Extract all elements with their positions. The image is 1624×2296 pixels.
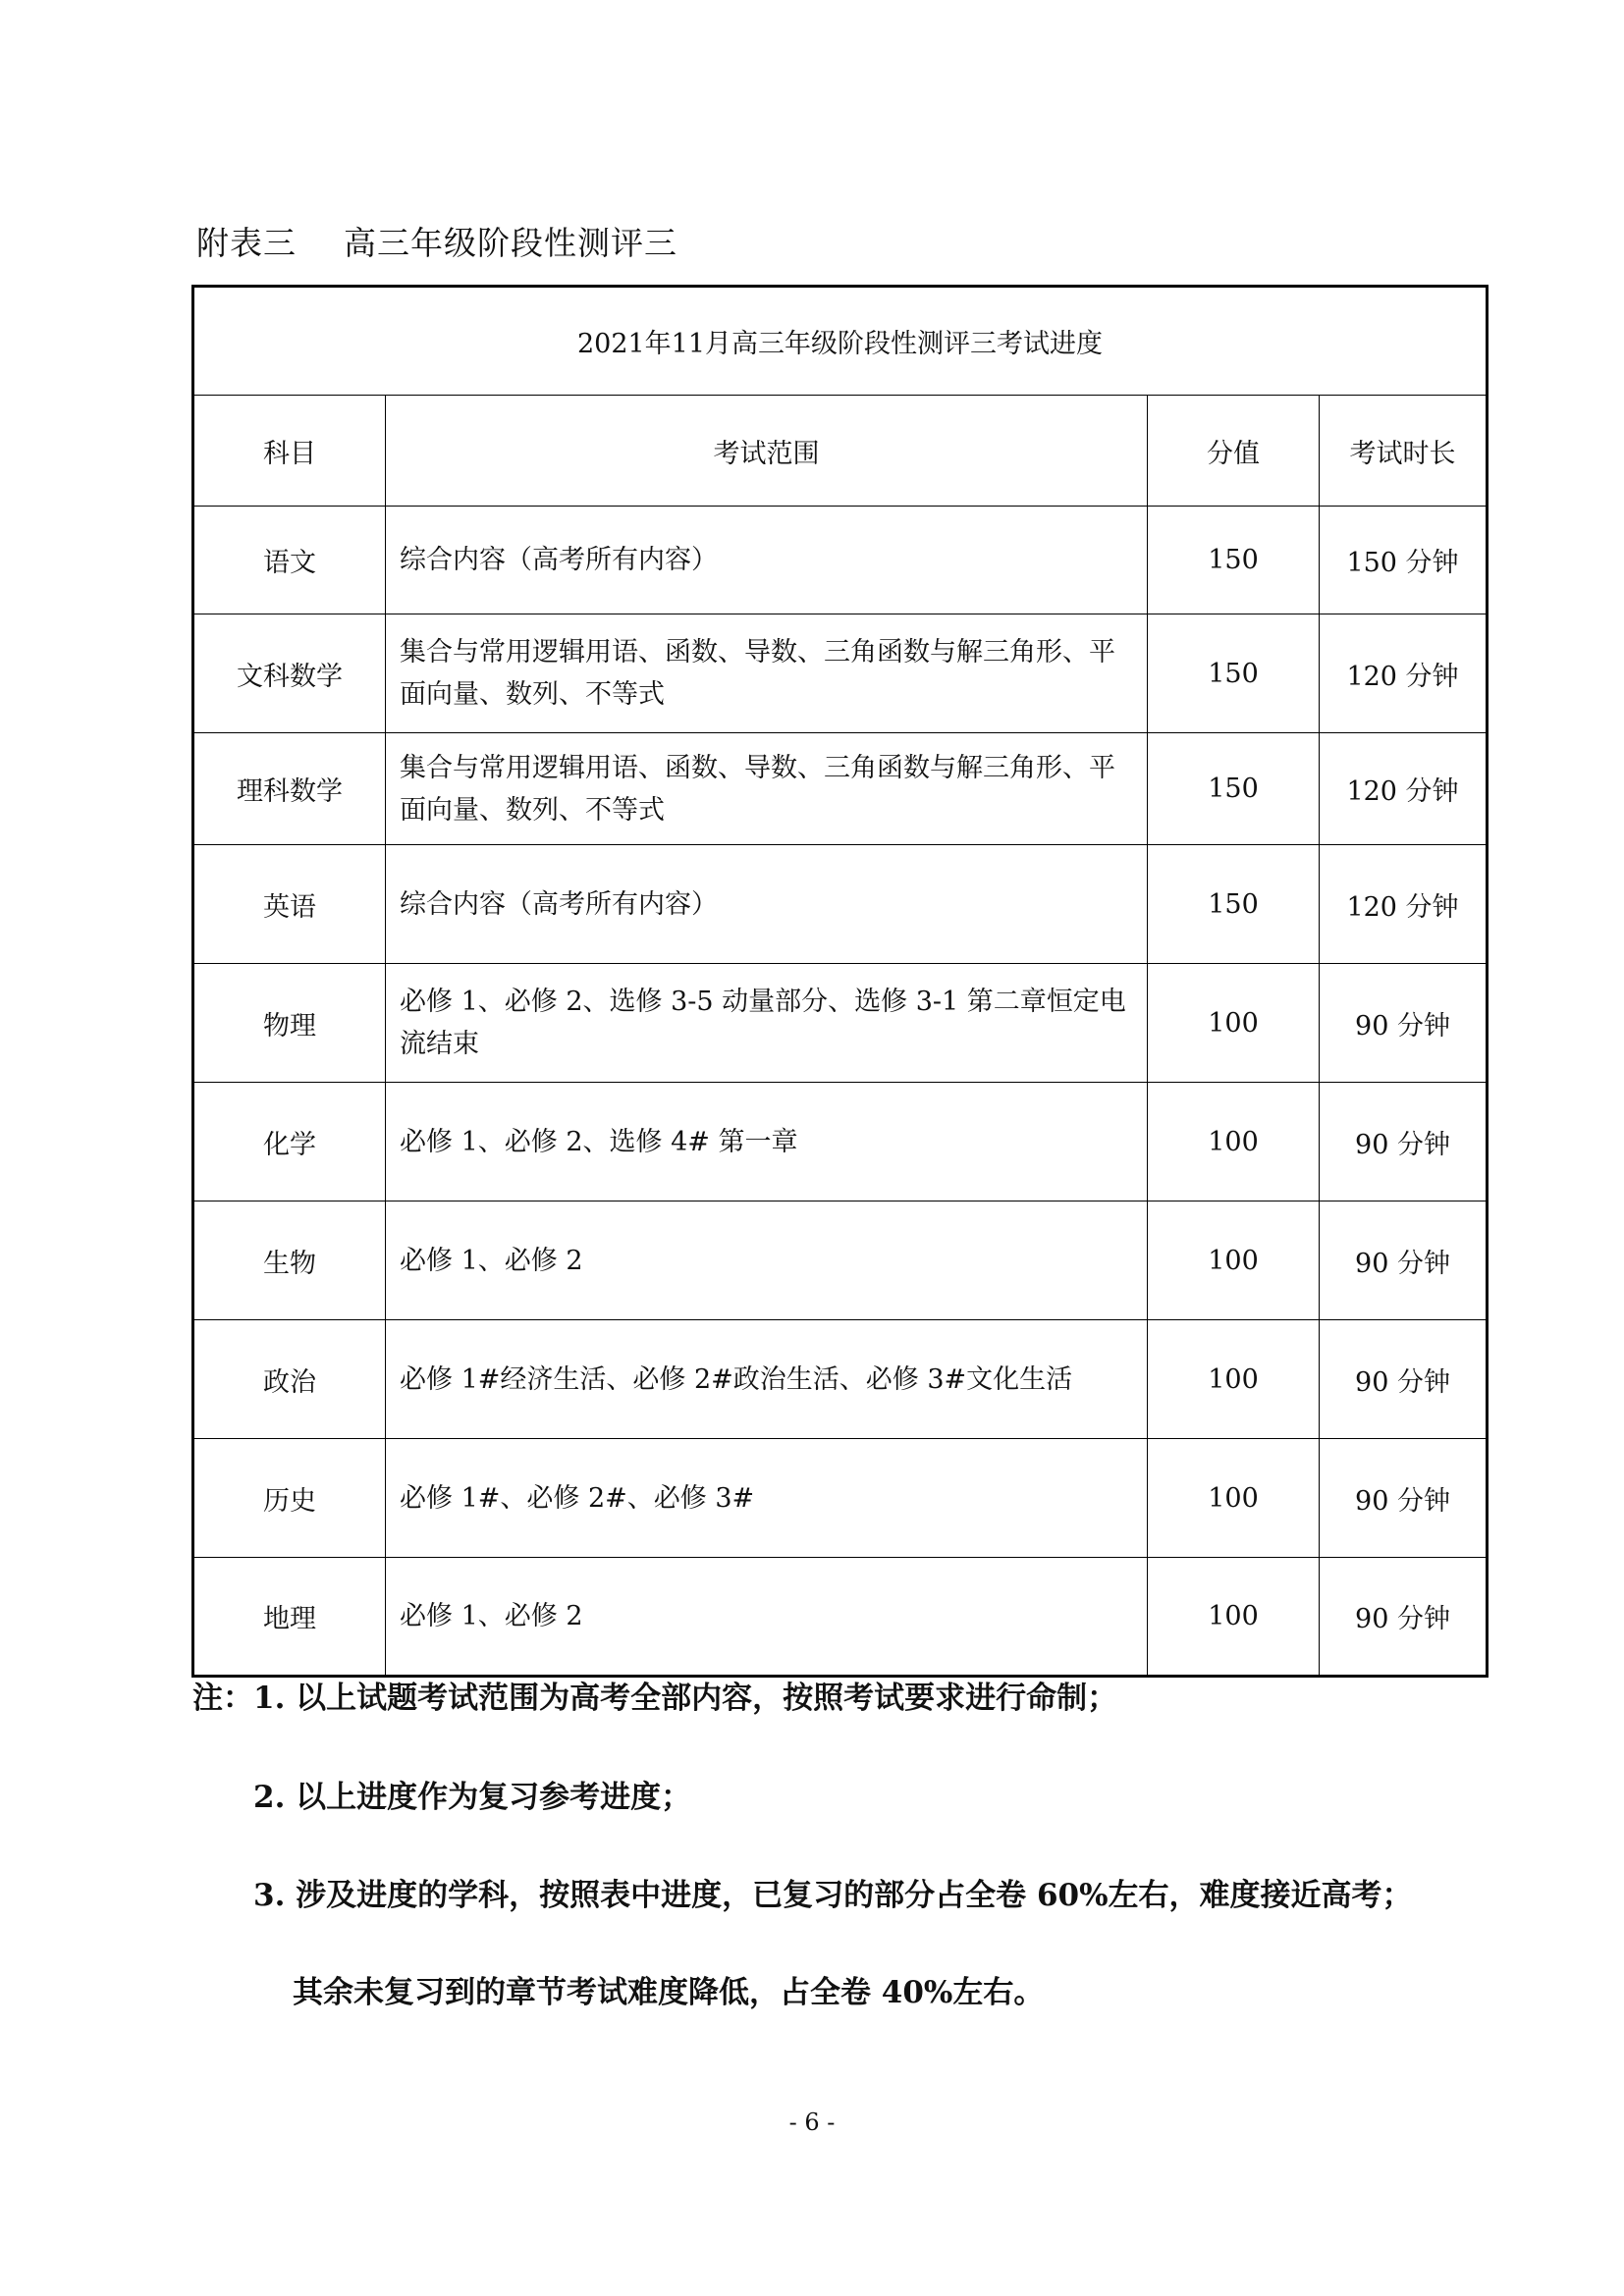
table-row [193, 507, 1488, 614]
table-caption-row [193, 287, 1488, 396]
exam-progress-table [191, 285, 1489, 1678]
table-row [193, 1439, 1488, 1558]
column-header-duration: 考试时长 [1320, 396, 1488, 507]
subject-cell: 化学 [193, 1083, 386, 1201]
duration-cell: 150 分钟 [1320, 507, 1488, 614]
column-header-scope: 考试范围 [386, 396, 1148, 507]
scope-cell: 综合内容（高考所有内容） [386, 507, 1148, 614]
table-row [193, 1201, 1488, 1320]
scope-cell: 综合内容（高考所有内容） [386, 845, 1148, 964]
subject-cell: 英语 [193, 845, 386, 964]
subject-cell: 语文 [193, 507, 386, 614]
appendix-heading [196, 218, 677, 264]
subject-cell: 地理 [193, 1558, 386, 1677]
subject-cell: 物理 [193, 964, 386, 1083]
duration-cell: 90 分钟 [1320, 1201, 1488, 1320]
subject-cell: 文科数学 [193, 614, 386, 733]
subject-cell: 历史 [193, 1439, 386, 1558]
note-line-3: 3. 涉及进度的学科，按照表中进度，已复习的部分占全卷 60%左右，难度接近高考； [253, 1878, 1413, 1913]
duration-cell: 90 分钟 [1320, 1083, 1488, 1201]
table-caption: 2021年11月高三年级阶段性测评三考试进度 [193, 287, 1488, 396]
table-row [193, 1083, 1488, 1201]
table-row [193, 964, 1488, 1083]
note-line-1: 注：1. 以上试题考试范围为高考全部内容，按照考试要求进行命制； [192, 1681, 1118, 1716]
duration-cell: 120 分钟 [1320, 845, 1488, 964]
table-row [193, 733, 1488, 845]
table-row [193, 845, 1488, 964]
table-header-row [193, 396, 1488, 507]
scope-cell: 必修 1、必修 2 [386, 1201, 1148, 1320]
scope-cell: 集合与常用逻辑用语、函数、导数、三角函数与解三角形、平面向量、数列、不等式 [386, 733, 1148, 845]
scope-cell: 必修 1、必修 2、选修 4# 第一章 [386, 1083, 1148, 1201]
appendix-label: 附表三 [196, 224, 297, 262]
table-row [193, 1558, 1488, 1677]
score-cell: 100 [1148, 964, 1320, 1083]
score-cell: 100 [1148, 1083, 1320, 1201]
table-row [193, 1320, 1488, 1439]
duration-cell: 120 分钟 [1320, 614, 1488, 733]
score-cell: 100 [1148, 1558, 1320, 1677]
score-cell: 150 [1148, 733, 1320, 845]
subject-cell: 生物 [193, 1201, 386, 1320]
score-cell: 100 [1148, 1201, 1320, 1320]
subject-cell: 理科数学 [193, 733, 386, 845]
subject-cell: 政治 [193, 1320, 386, 1439]
note-line-2: 2. 以上进度作为复习参考进度； [253, 1780, 692, 1815]
duration-cell: 120 分钟 [1320, 733, 1488, 845]
table-row [193, 614, 1488, 733]
scope-cell: 必修 1#经济生活、必修 2#政治生活、必修 3#文化生活 [386, 1320, 1148, 1439]
score-cell: 150 [1148, 507, 1320, 614]
score-cell: 150 [1148, 614, 1320, 733]
column-header-score: 分值 [1148, 396, 1320, 507]
scope-cell: 必修 1#、必修 2#、必修 3# [386, 1439, 1148, 1558]
scope-cell: 必修 1、必修 2、选修 3-5 动量部分、选修 3-1 第二章恒定电流结束 [386, 964, 1148, 1083]
duration-cell: 90 分钟 [1320, 964, 1488, 1083]
appendix-title: 高三年级阶段性测评三 [344, 224, 677, 262]
column-header-subject: 科目 [193, 396, 386, 507]
duration-cell: 90 分钟 [1320, 1439, 1488, 1558]
duration-cell: 90 分钟 [1320, 1558, 1488, 1677]
score-cell: 100 [1148, 1320, 1320, 1439]
note-line-4: 其余未复习到的章节考试难度降低，占全卷 40%左右。 [293, 1975, 1045, 2010]
page-number: - 6 - [788, 2109, 836, 2136]
score-cell: 100 [1148, 1439, 1320, 1558]
score-cell: 150 [1148, 845, 1320, 964]
duration-cell: 90 分钟 [1320, 1320, 1488, 1439]
scope-cell: 集合与常用逻辑用语、函数、导数、三角函数与解三角形、平面向量、数列、不等式 [386, 614, 1148, 733]
scope-cell: 必修 1、必修 2 [386, 1558, 1148, 1677]
